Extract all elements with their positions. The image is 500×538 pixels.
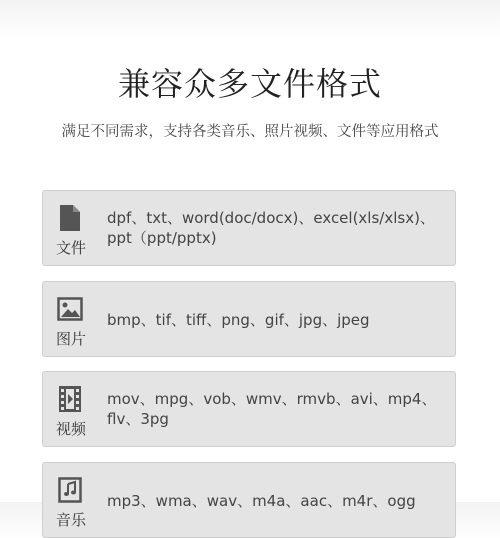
card-label-document: 文件	[55, 239, 86, 257]
format-card-image	[42, 281, 456, 357]
card-label-music: 音乐	[55, 511, 86, 529]
card-formats-image: bmp、tif、tiff、png、gif、jpg、jpeg	[107, 311, 370, 329]
card-formats-document: dpf、txt、word(doc/docx)、excel(xls/xlsx)、ppt（ppt/pptx)	[107, 209, 435, 247]
document-icon	[57, 203, 83, 233]
page-title: 兼容众多文件格式	[117, 65, 382, 103]
card-label-video: 视频	[55, 420, 86, 438]
page-subtitle: 满足不同需求，支持各类音乐、照片视频、文件等应用格式	[61, 124, 439, 140]
format-card-document	[42, 190, 456, 266]
card-formats-video: mov、mpg、vob、wmv、rmvb、avi、mp4、flv、3pg	[107, 390, 437, 428]
video-icon	[57, 384, 83, 414]
card-label-image: 图片	[55, 330, 86, 348]
format-card-music	[42, 462, 456, 538]
card-formats-music: mp3、wma、wav、m4a、aac、m4r、ogg	[107, 492, 416, 510]
format-card-video	[42, 371, 456, 447]
image-icon	[57, 294, 83, 324]
music-icon	[57, 475, 83, 505]
